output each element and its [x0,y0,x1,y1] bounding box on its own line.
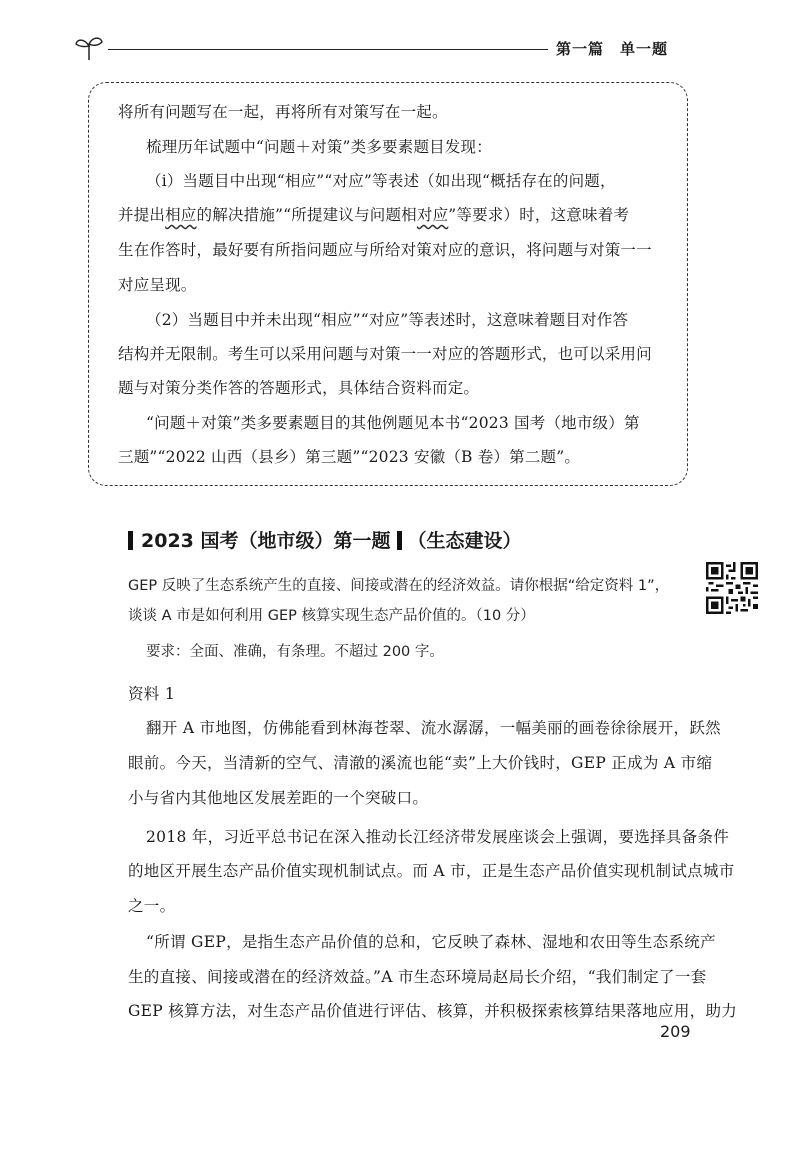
material-line: 之一。 [128,897,176,915]
note-text: 的解决措施”“所提建议与问题相 [196,206,417,224]
running-header-title: 第一篇 单一题 [556,40,669,58]
sprout-icon [74,34,104,62]
material-line: 2018 年，习近平总书记在深入推动长江经济带发展座谈会上强调，要选择具备条件 [146,828,730,846]
note-line: 生在作答时，最好要有所指问题应与所给对策对应的意识，将问题与对策一一 [118,241,652,259]
note-line: 梳理历年试题中“问题＋对策”类多要素题目发现： [146,138,492,156]
material-label: 资料 1 [128,685,175,703]
emphasis-duiying: 对应 [416,206,449,224]
header-rule [108,49,548,50]
note-line: 三题”“2022 山西（县乡）第三题”“2023 安徽（B 卷）第二题”。 [118,448,581,466]
section-tag: （生态建设） [407,530,522,552]
material-line: 翻开 A 市地图，仿佛能看到林海苍翠、流水潺潺，一幅美丽的画卷徐徐展开，跃然 [146,719,721,737]
material-line: 的地区开展生态产品价值实现机制试点。而 A 市，正是生态产品价值实现机制试点城市 [128,862,735,880]
page-number: 209 [660,1022,691,1041]
note-text: ”等要求）时，这意味着考 [448,206,630,224]
material-line: 小与省内其他地区发展差距的一个突破口。 [128,789,429,807]
note-line: 题与对策分类作答的答题形式，具体结合资料而定。 [118,379,480,397]
note-line: 将所有问题写在一起，再将所有对策写在一起。 [118,103,448,121]
section-title [128,526,522,553]
note-line: （2）当题目中并未出现“相应”“对应”等表述时，这意味着题目对作答 [146,311,629,329]
question-line: 谈谈 A 市是如何利用 GEP 核算实现生态产品价值的。（10 分） [128,608,535,624]
section-title-text: 2023 国考（地市级）第一题 [141,530,391,552]
material-line: GEP 核算方法，对生态产品价值进行评估、核算，并积极探索核算结果落地应用，助力 [128,1002,738,1020]
question-line: GEP 反映了生态系统产生的直接、间接或潜在的经济效益。请你根据“给定资料 1”， [128,578,670,594]
material-line: “所谓 GEP，是指生态产品价值的总和，它反映了森林、湿地和农田等生态系统产 [146,933,716,951]
material-line: 生的直接、间接或潜在的经济效益。”A 市生态环境局赵局长介绍，“我们制定了一套 [128,968,707,986]
note-line: 结构并无限制。考生可以采用问题与对策一一对应的答题形式，也可以采用问 [118,345,652,363]
qr-code-icon [706,562,758,614]
note-text: 并提出 [118,206,166,224]
note-line: “问题＋对策”类多要素题目的其他例题见本书“2023 国考（地市级）第 [146,414,640,432]
material-line: 眼前。今天，当清新的空气、清澈的溪流也能“卖”上大价钱时，GEP 正成为 A 市缩 [128,754,713,772]
question-requirement: 要求：全面、准确，有条理。不超过 200 字。 [146,644,444,660]
emphasis-xiangying: 相应 [165,206,197,224]
note-line: （ⅰ）当题目中出现“相应”“对应”等表述（如出现“概括存在的问题， [146,172,616,190]
title-bar-left [128,531,133,550]
note-line: 对应呈现。 [118,276,197,294]
note-line-with-emphasis [118,208,629,224]
title-bar-right [397,531,402,550]
